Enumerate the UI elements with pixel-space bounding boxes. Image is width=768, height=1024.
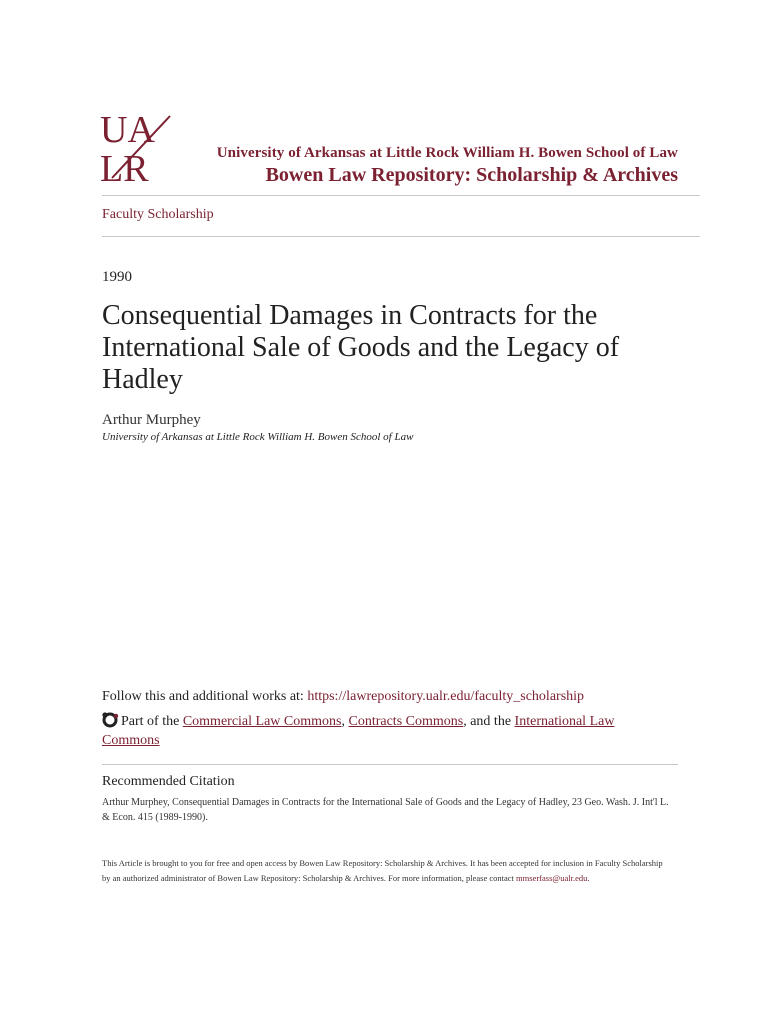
- separator: , and the: [463, 714, 515, 729]
- series-link[interactable]: Faculty Scholarship: [102, 207, 214, 222]
- network-icon: [102, 712, 119, 728]
- author-affiliation: University of Arkansas at Little Rock William H. Bowen School of Law: [102, 431, 414, 443]
- publication-year: 1990: [102, 269, 132, 285]
- footer-suffix: .: [587, 873, 590, 883]
- commercial-law-commons-link[interactable]: Commercial Law Commons: [182, 714, 342, 729]
- citation-text: Arthur Murphey, Consequential Damages in Contracts for the International Sale of Goods and the Legacy of Hadley, 23 Geo. Wash. J. Int'l L. & Econ. 415 (1989-1990).: [102, 797, 669, 823]
- collection-link[interactable]: https://lawrepository.ualr.edu/faculty_scholarship: [307, 689, 585, 704]
- follow-prefix: Follow this and additional works at:: [102, 689, 308, 704]
- article-title: Consequential Damages in Contracts for the International Sale of Goods and the Legacy of Hadley: [102, 300, 620, 395]
- part-of-prefix: Part of the: [121, 714, 183, 729]
- citation-divider: [102, 764, 678, 765]
- repository-name[interactable]: Bowen Law Repository: Scholarship & Archives: [265, 164, 678, 186]
- separator: ,: [341, 714, 349, 729]
- international-law-commons-link[interactable]: International Law Commons: [102, 714, 615, 748]
- follow-line: [102, 689, 584, 705]
- part-of-line: [102, 712, 662, 750]
- contracts-commons-link[interactable]: Contracts Commons: [348, 714, 464, 729]
- footer-text: This Article is brought to you for free and open access by Bowen Law Repository: Scholarship & Archives. It has been accepted for inclusion in Faculty Scholarship by an authorized administrator of Bowen Law Repository: Scholarship & Archives. For more information, please contact: [102, 858, 663, 883]
- author-name: Arthur Murphey: [102, 412, 201, 428]
- footer-notice: [102, 856, 672, 886]
- citation-heading: Recommended Citation: [102, 774, 235, 789]
- series-divider: [102, 236, 700, 237]
- header: [217, 145, 678, 187]
- svg-text:UA: UA: [100, 109, 155, 151]
- ualr-logo: [100, 108, 184, 184]
- svg-text:LR: LR: [100, 148, 149, 184]
- header-divider: [102, 195, 700, 196]
- contact-email-link[interactable]: mmserfass@ualr.edu: [516, 873, 588, 883]
- institution-name[interactable]: University of Arkansas at Little Rock William H. Bowen School of Law: [216, 145, 678, 161]
